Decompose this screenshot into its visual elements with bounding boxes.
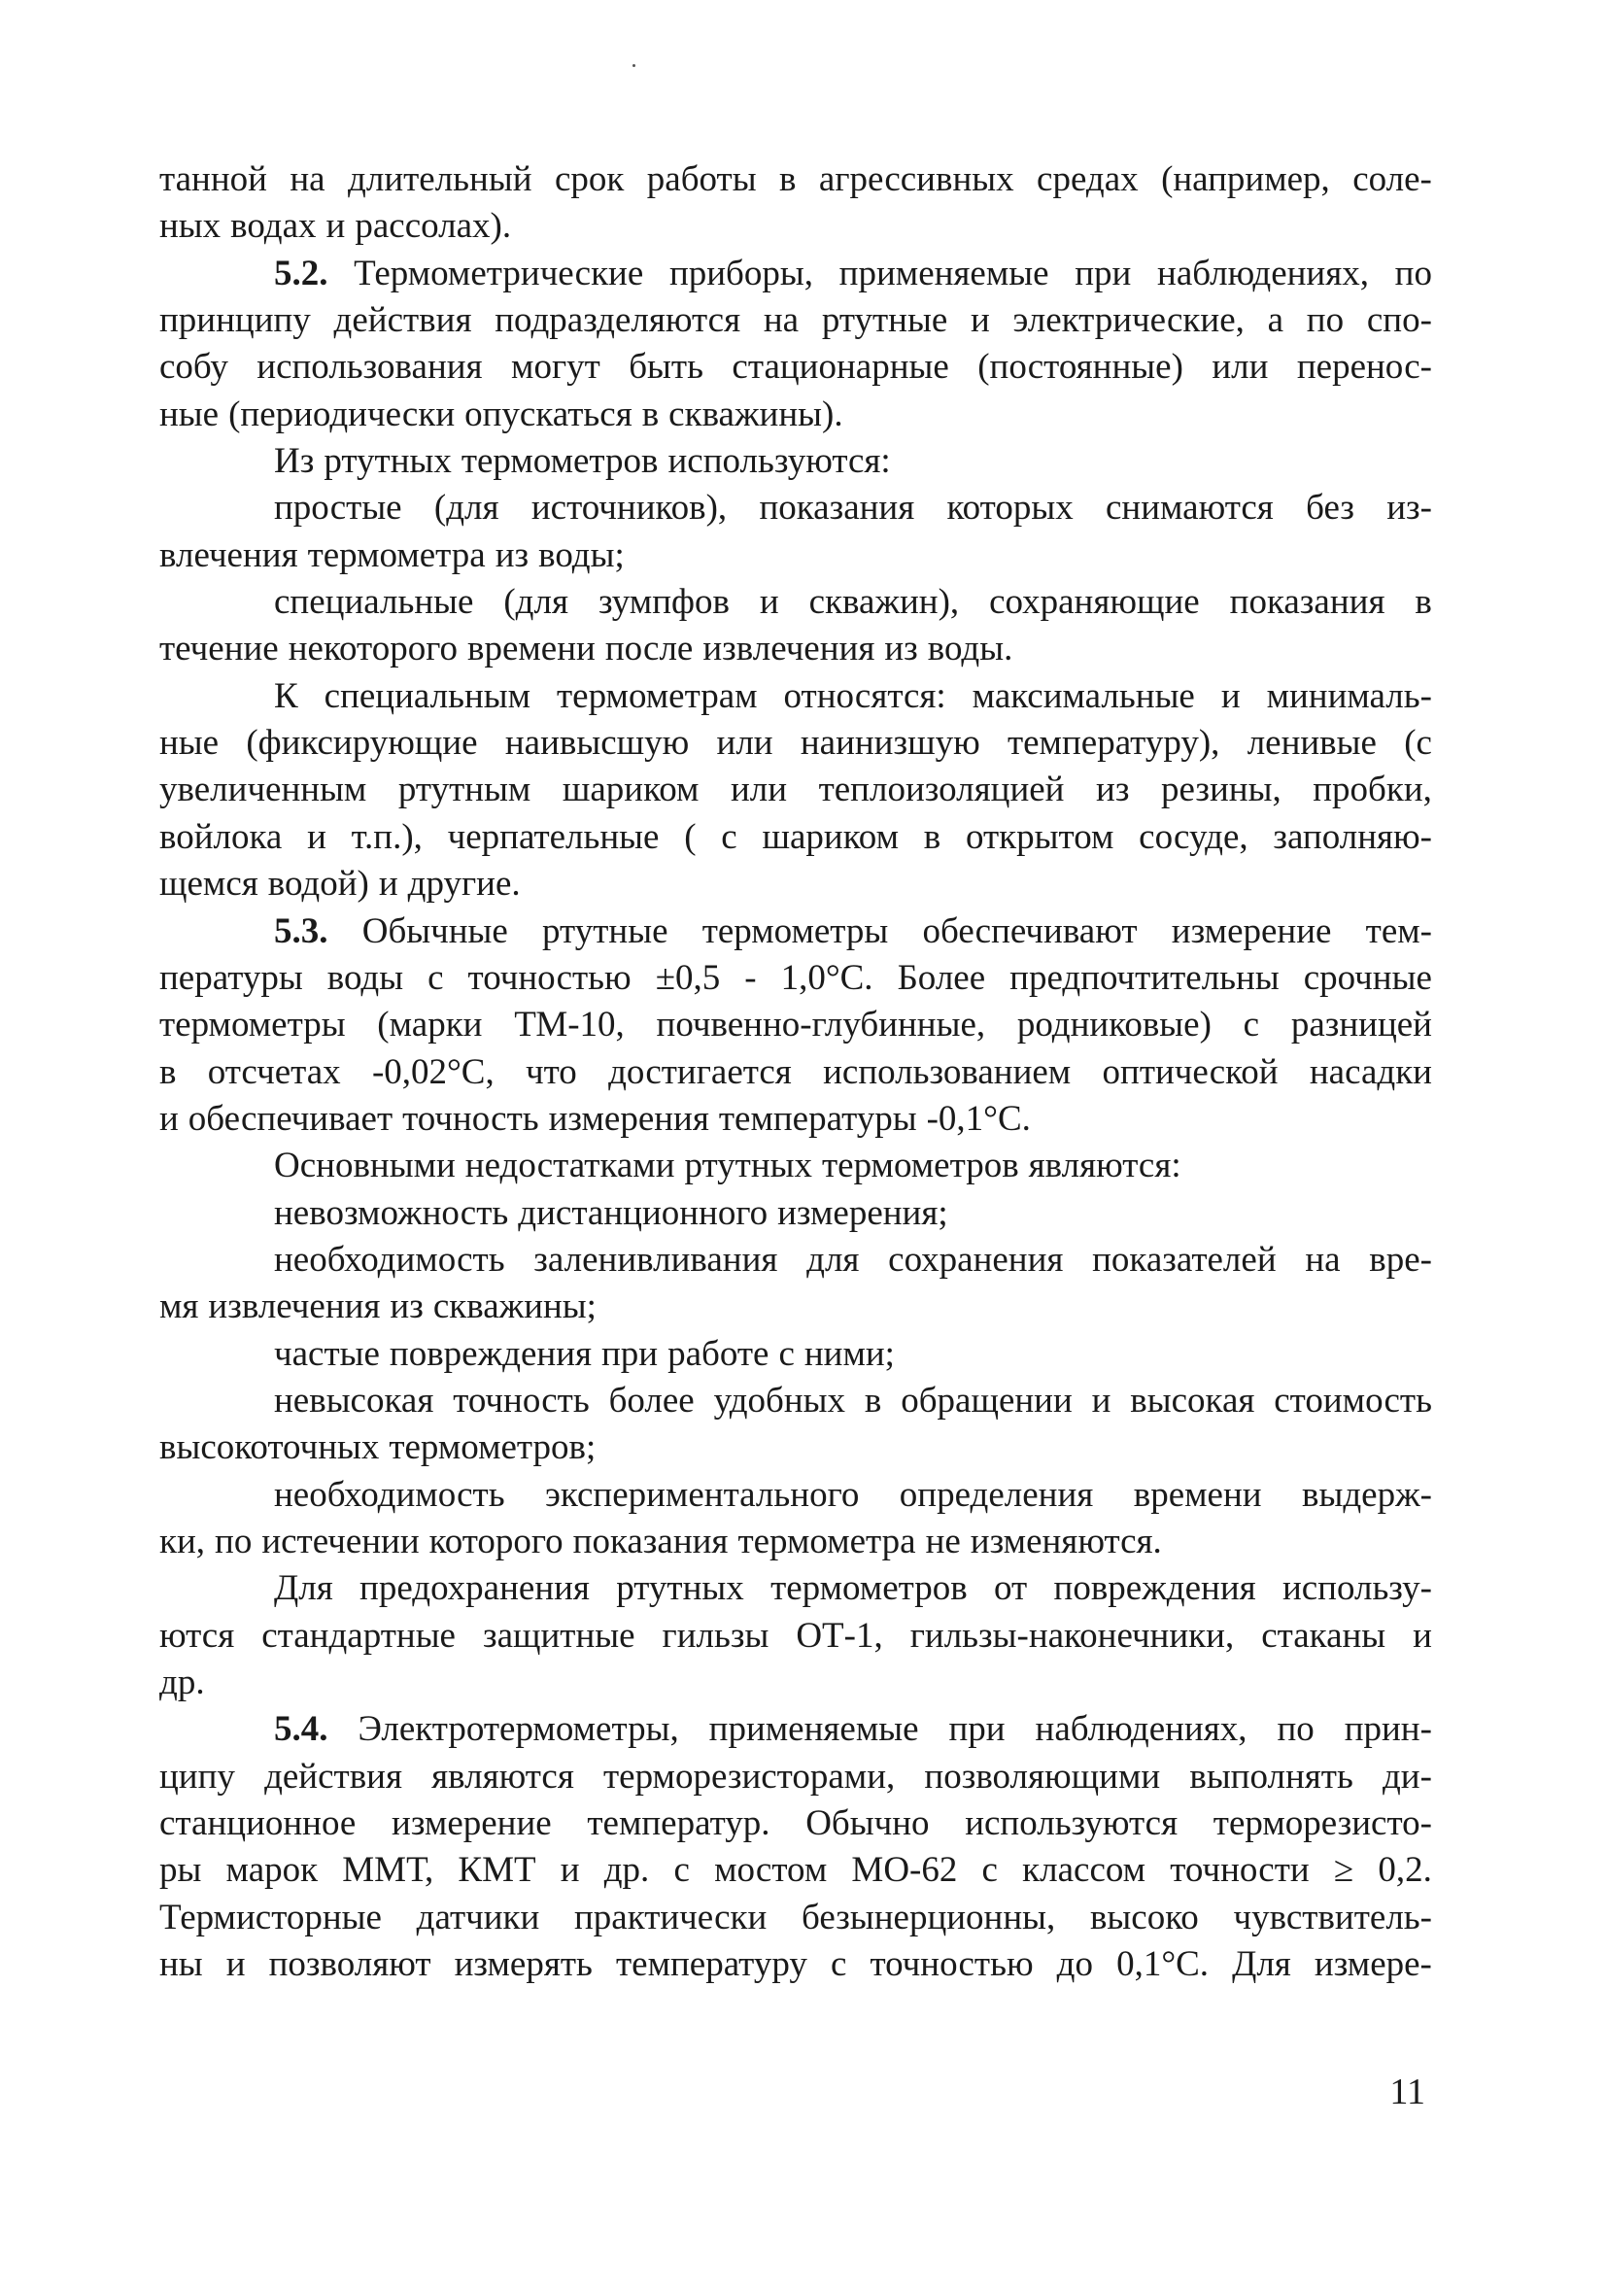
text-line: танной на длительный срок работы в агрессивных средах (например, соле-	[159, 159, 1432, 199]
text-line: ры марок ММТ, КМТ и др. с мостом МО-62 с классом точности ≥ 0,2.	[159, 1850, 1432, 1891]
text-line: течение некоторого времени после извлечения из воды.	[159, 629, 1013, 669]
scan-speck	[632, 64, 635, 67]
text-line: ных водах и рассолах).	[159, 206, 512, 247]
text-line: невысокая точность более удобных в обращении и высокая стоимость	[274, 1380, 1432, 1421]
text-line: в отсчетах -0,02°С, что достигается использованием оптической насадки	[159, 1051, 1432, 1092]
page-number: 11	[1389, 2072, 1425, 2112]
text-line: ные (фиксирующие наивысшую или наинизшую температуру), ленивые (с	[159, 723, 1432, 764]
text-line: др.	[159, 1662, 205, 1702]
text-line: влечения термометра из воды;	[159, 534, 625, 575]
text-line: специальные (для зумпфов и скважин), сохраняющие показания в	[274, 582, 1432, 623]
text-line: ются стандартные защитные гильзы ОТ-1, гильзы-наконечники, стаканы и	[159, 1615, 1432, 1656]
text-line: мя извлечения из скважины;	[159, 1286, 597, 1327]
text-line: Основными недостатками ртутных термометров являются:	[274, 1146, 1181, 1186]
text-line: К специальным термометрам относятся: максимальные и минималь-	[274, 675, 1432, 716]
text-line: щемся водой) и другие.	[159, 864, 521, 905]
text-line: простые (для источников), показания которых снимаются без из-	[274, 488, 1432, 529]
text-line: Термисторные датчики практически безынерционны, высоко чувствитель-	[159, 1897, 1432, 1937]
text-line: ки, по истечении которого показания термометра не изменяются.	[159, 1521, 1162, 1561]
text-line: ны и позволяют измерять температуру с точностью до 0,1°С. Для измере-	[159, 1944, 1432, 1985]
text-line: и обеспечивает точность измерения температуры -0,1°С.	[159, 1098, 1031, 1139]
text-line: необходимость экспериментального определения времени выдерж-	[274, 1474, 1432, 1515]
text-line: Из ртутных термометров используются:	[274, 441, 891, 482]
text-line: станционное измерение температур. Обычно используются терморезисто-	[159, 1803, 1432, 1844]
text-line: войлока и т.п.), черпательные ( с шариком в открытом сосуде, заполняю-	[159, 816, 1432, 857]
text-line: собу использования могут быть стационарные (постоянные) или перенос-	[159, 347, 1432, 388]
text-line: принципу действия подразделяются на ртутные и электрические, а по спо-	[159, 300, 1432, 341]
text-line: 5.2. Термометрические приборы, применяемые при наблюдениях, по	[274, 253, 1432, 293]
body-text	[159, 156, 1432, 1988]
text-line: невозможность дистанционного измерения;	[274, 1192, 948, 1233]
text-line: ные (периодически опускаться в скважины).	[159, 394, 843, 434]
text-line: 5.4. Электротермометры, применяемые при наблюдениях, по прин-	[274, 1709, 1432, 1750]
text-line: пературы воды с точностью ±0,5 - 1,0°С. Более предпочтительны срочные	[159, 957, 1432, 998]
text-line: необходимость заленивливания для сохранения показателей на вре-	[274, 1239, 1432, 1280]
text-line: частые повреждения при работе с ними;	[274, 1333, 895, 1374]
text-line: увеличенным ртутным шариком или теплоизоляцией из резины, пробки,	[159, 770, 1432, 810]
text-line: 5.3. Обычные ртутные термометры обеспечивают измерение тем-	[274, 910, 1432, 951]
text-line: Для предохранения ртутных термометров от повреждения использу-	[274, 1568, 1432, 1609]
text-line: ципу действия являются терморезисторами, позволяющими выполнять ди-	[159, 1756, 1432, 1797]
text-line: термометры (марки ТМ-10, почвенно-глубинные, родниковые) с разницей	[159, 1005, 1432, 1045]
text-line: высокоточных термометров;	[159, 1427, 597, 1468]
